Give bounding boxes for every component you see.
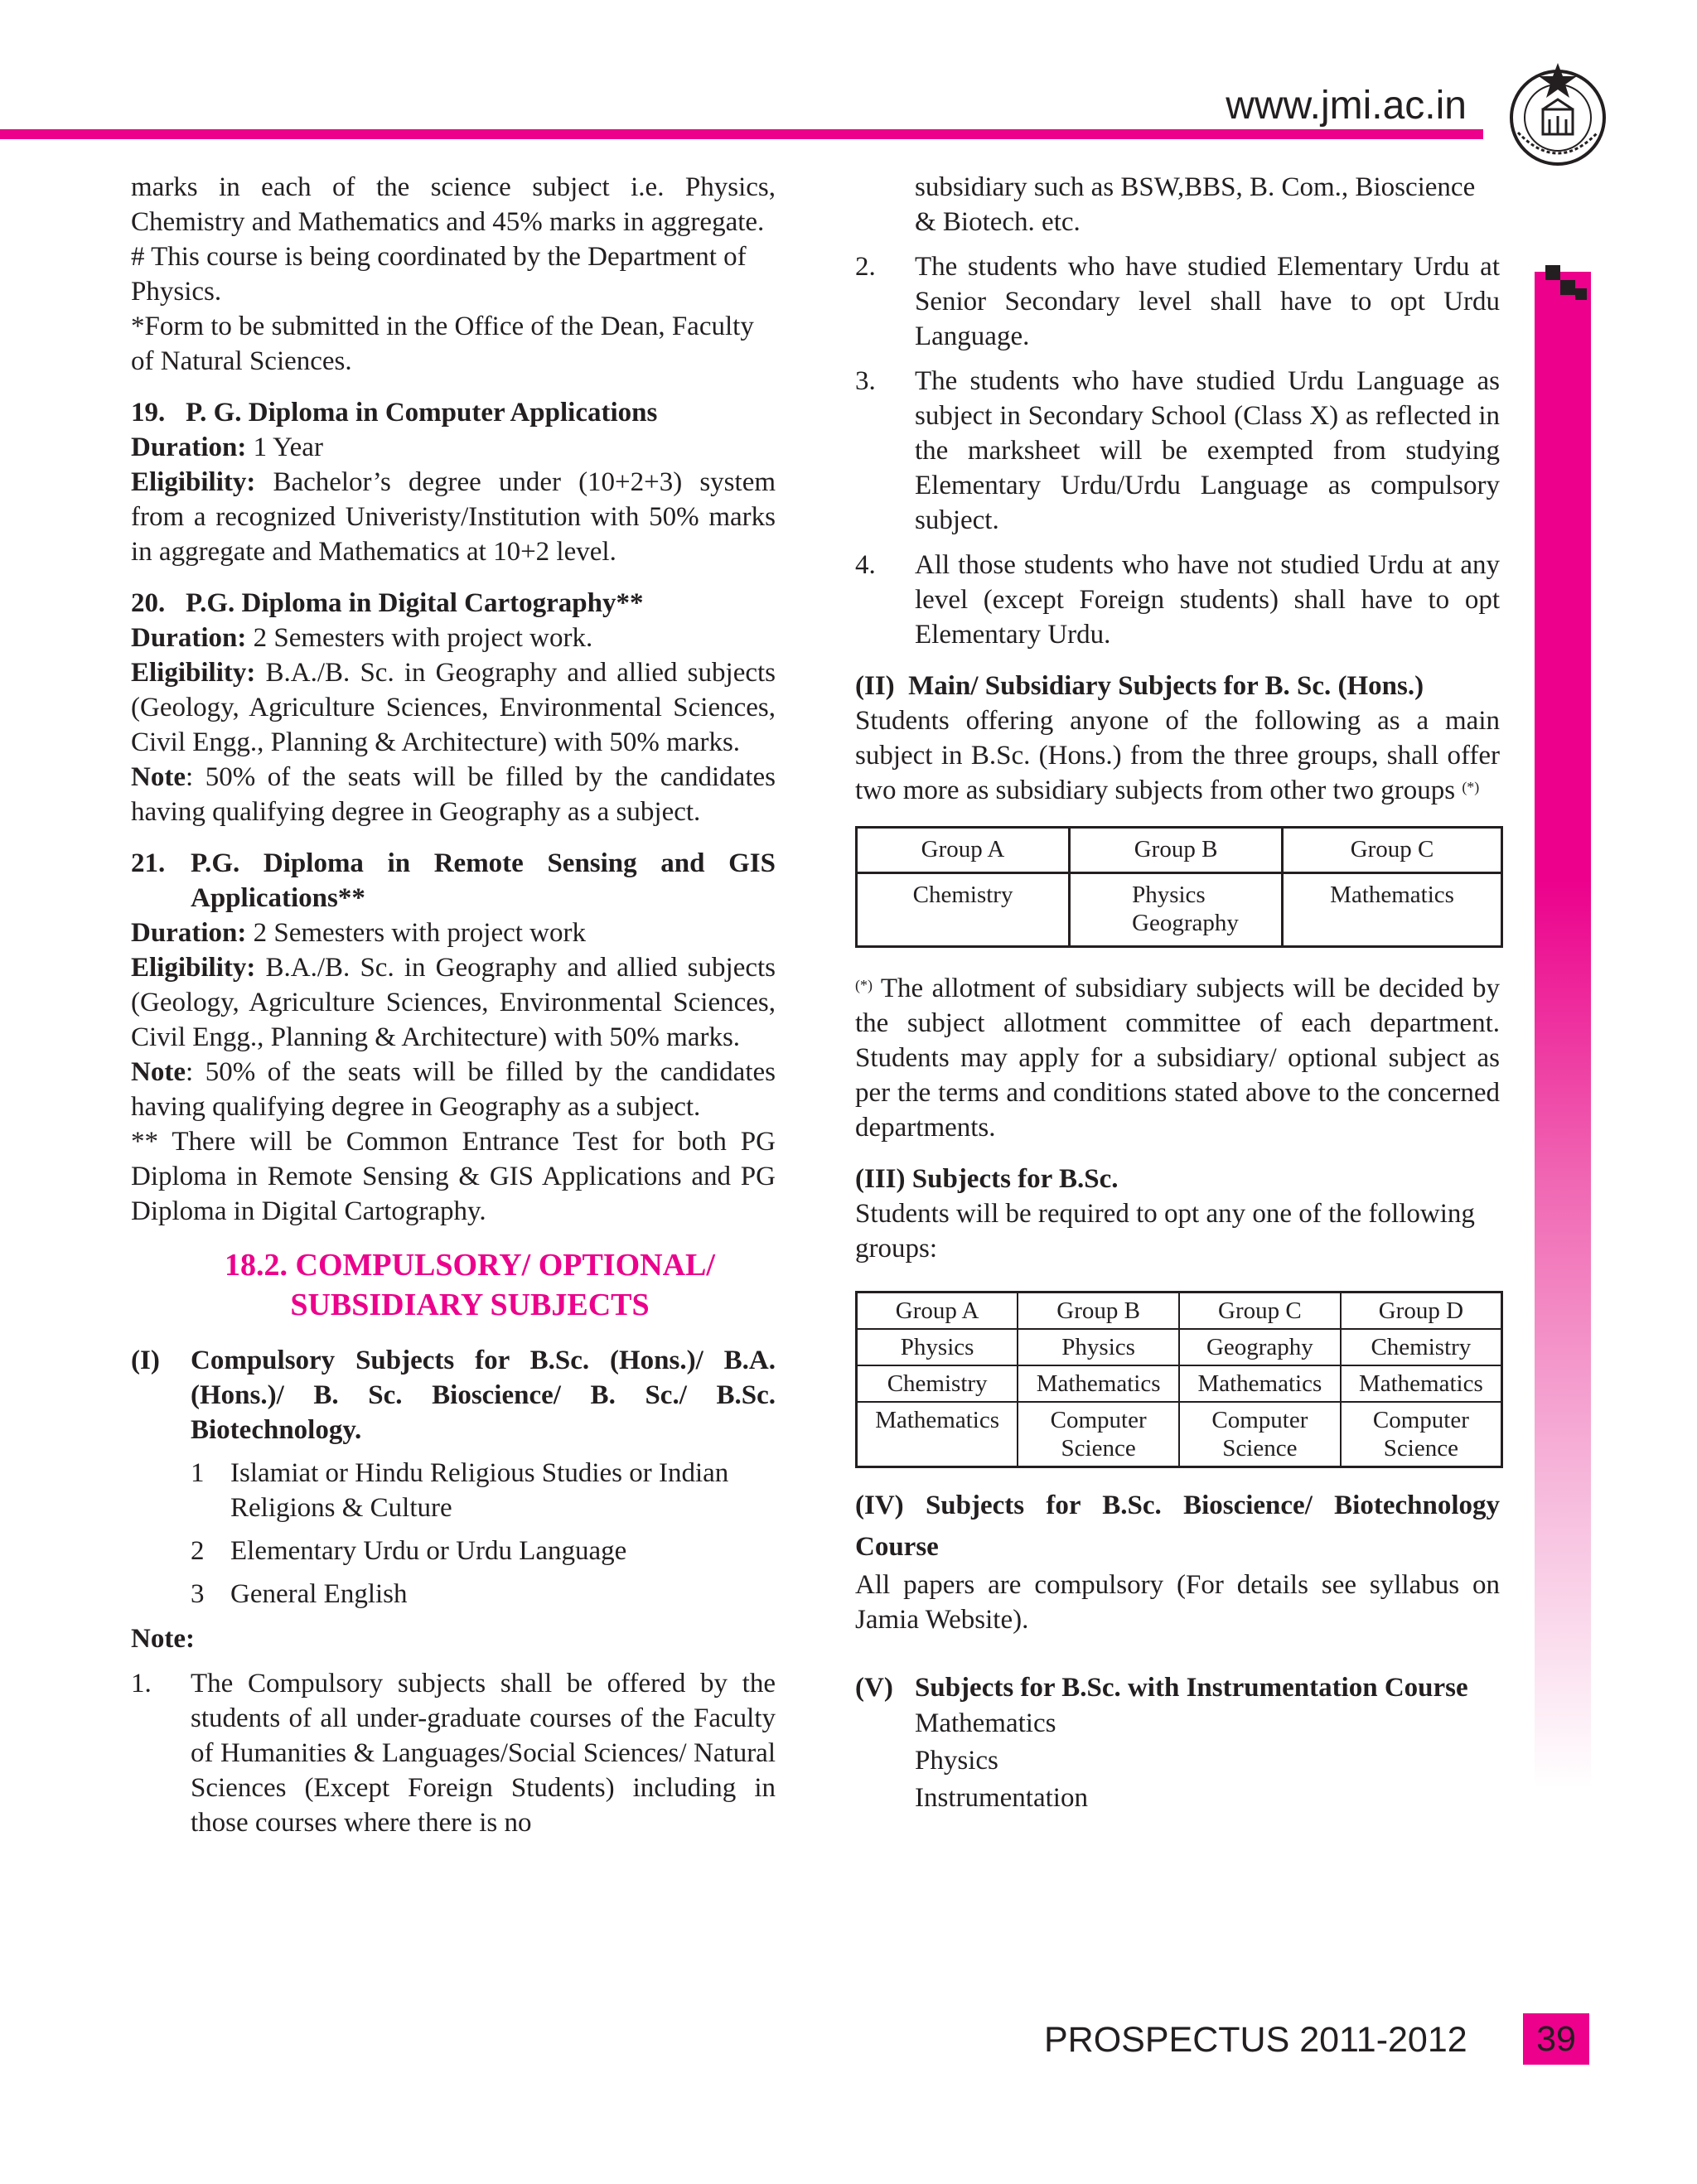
group-table-hons [855, 826, 1503, 948]
bioscience-text: All papers are compulsory (For details see syllabus on Jamia Website). [855, 1570, 1500, 1635]
site-url: www.jmi.ac.in [1226, 84, 1467, 128]
university-seal-icon [1500, 58, 1616, 174]
list-item: 2 Elementary Urdu or Urdu Language [191, 1536, 627, 1566]
table-cell: Mathematics [1283, 873, 1502, 947]
main-subsidiary-text: Students offering anyone of the following as a main subject in B.Sc. (Hons.) from the three groups, shall offer two more as subsidiary subjects from other two groups (*) [855, 706, 1500, 805]
intro-paragraph: marks in each of the science subject i.e. Physics, Chemistry and Mathematics and 45% marks in aggregate. [131, 172, 776, 237]
note-item-3: 3. The students who have studied Urdu Language as subject in Secondary School (Class X) as reflected in the marksheet will be exempted from studying Elementary Urdu/Urdu Language as compulsory subject. [855, 366, 1500, 535]
note-item-1: 1. The Compulsory subjects shall be offered by the students of all under-graduate courses of the Faculty of Humanities & Languages/Social Sciences/ Natural Sciences (Except Foreign Students) including in those courses where there is no [131, 1669, 776, 1838]
decorative-squares [1570, 265, 1595, 307]
table-cell: Physics [1018, 1329, 1179, 1365]
course-21-duration: Duration: 2 Semesters with project work [131, 918, 587, 948]
table-row [857, 873, 1502, 947]
table-header: Group A [857, 1293, 1018, 1330]
list-item: Physics [915, 1746, 998, 1776]
group-table-bsc [855, 1291, 1503, 1468]
course-20-duration: Duration: 2 Semesters with project work. [131, 623, 593, 653]
note-item-1-continued: subsidiary such as BSW,BBS, B. Com., Bioscience & Biotech. etc. [915, 172, 1476, 237]
course-21-eligibility: Eligibility: B.A./B. Sc. in Geography and allied subjects (Geology, Agriculture Sciences, Environmental Sciences, Civil Engg., Planning & Architecture) with 50% marks. [131, 953, 776, 1052]
table-cell: Mathematics [857, 1402, 1018, 1467]
intro-paragraph: # This course is being coordinated by the Department of Physics. [131, 242, 747, 307]
left-column [131, 170, 776, 1840]
course-20 [131, 586, 776, 829]
table-cell: Mathematics [1018, 1365, 1179, 1402]
table-cell: Physics [857, 1329, 1018, 1365]
table-row [857, 1402, 1502, 1467]
table-cell: Chemistry [857, 873, 1070, 947]
instrumentation-list [855, 1705, 1500, 1817]
table-row [857, 1293, 1502, 1330]
header-rule [0, 129, 1483, 139]
page-number: 39 [1523, 2013, 1589, 2065]
bsc-subjects-title: (III) Subjects for B.Sc. [855, 1164, 1119, 1194]
table-cell: Chemistry [857, 1365, 1018, 1402]
table-row [857, 1365, 1502, 1402]
bsc-subjects-text: Students will be required to opt any one of the following groups: [855, 1199, 1475, 1264]
intro-paragraph: *Form to be submitted in the Office of the Dean, Faculty of Natural Sciences. [131, 312, 754, 376]
course-20-eligibility: Eligibility: B.A./B. Sc. in Geography and allied subjects (Geology, Agriculture Sciences, Environmental Sciences, Civil Engg., Planning & Architecture) with 50% marks. [131, 658, 776, 757]
table-header: Group D [1341, 1293, 1502, 1330]
footer-title: PROSPECTUS 2011-2012 [1044, 2020, 1467, 2060]
compulsory-subjects-title: (I) Compulsory Subjects for B.Sc. (Hons.)/ B.A. (Hons.)/ B. Sc. Bioscience/ B. Sc./ B.Sc. Biotechnology. [131, 1346, 776, 1445]
table-header: Group B [1070, 828, 1283, 873]
table-cell: Mathematics [1179, 1365, 1341, 1402]
course-21-title: 21. P.G. Diploma in Remote Sensing and GIS Applications** [131, 848, 776, 913]
compulsory-subjects-list [131, 1456, 776, 1611]
allotment-footnote: (*) The allotment of subsidiary subjects will be decided by the subject allotment committee of each department. Students may apply for a subsidiary/ optional subject as per the terms and conditions stated above to the concerned departments. [855, 974, 1500, 1143]
course-21-note: Note: 50% of the seats will be filled by the candidates having qualifying degree in Geography as a subject. [131, 1057, 776, 1122]
table-header: Group A [857, 828, 1070, 873]
main-subsidiary-title: (II) Main/ Subsidiary Subjects for B. Sc. (Hons.) [855, 671, 1424, 701]
course-19-duration: Duration: 1 Year [131, 432, 323, 462]
note-item-4: 4. All those students who have not studied Urdu at any level (except Foreign students) shall have to opt Elementary Urdu. [855, 550, 1500, 650]
list-item: 1 Islamiat or Hindu Religious Studies or Indian Religions & Culture [191, 1458, 729, 1523]
list-item: 3 General English [191, 1579, 408, 1609]
table-cell: Mathematics [1341, 1365, 1502, 1402]
table-cell: Geography [1179, 1329, 1341, 1365]
note-item-2: 2. The students who have studied Elementary Urdu at Senior Secondary level shall have to opt Urdu Language. [855, 252, 1500, 351]
table-row [857, 1329, 1502, 1365]
table-cell: Chemistry [1341, 1329, 1502, 1365]
bioscience-title: (IV) Subjects for B.Sc. Bioscience/ Biotechnology Course [855, 1491, 1500, 1562]
course-19-title: 19. P. G. Diploma in Computer Applications [131, 398, 658, 428]
instrumentation-title: (V) Subjects for B.Sc. with Instrumentation Course [855, 1673, 1468, 1703]
table-cell: Computer Science [1341, 1402, 1502, 1467]
decorative-sidebar [1535, 272, 1591, 1788]
note-heading: Note: [131, 1624, 195, 1654]
table-cell: Computer Science [1179, 1402, 1341, 1467]
table-header: Group C [1179, 1293, 1341, 1330]
list-item: Mathematics [915, 1708, 1056, 1738]
table-cell: Computer Science [1018, 1402, 1179, 1467]
course-20-title: 20. P.G. Diploma in Digital Cartography** [131, 588, 644, 618]
table-row [857, 828, 1502, 873]
course-21 [131, 846, 776, 1229]
course-19 [131, 395, 776, 569]
table-header: Group C [1283, 828, 1502, 873]
course-19-eligibility: Eligibility: Bachelor’s degree under (10+2+3) system from a recognized Univeristy/Institution with 50% marks in aggregate and Mathematics at 10+2 level. [131, 467, 776, 567]
course-20-note: Note: 50% of the seats will be filled by the candidates having qualifying degree in Geography as a subject. [131, 762, 776, 827]
section-heading: 18.2. COMPULSORY/ OPTIONAL/ SUBSIDIARY SUBJECTS [225, 1248, 715, 1322]
table-header: Group B [1018, 1293, 1179, 1330]
list-item: Instrumentation [915, 1783, 1088, 1813]
course-21-footnote: ** There will be Common Entrance Test for both PG Diploma in Remote Sensing & GIS Applications and PG Diploma in Digital Cartography. [131, 1127, 776, 1226]
right-column [855, 170, 1500, 1817]
table-cell: Physics Geography [1070, 873, 1283, 947]
